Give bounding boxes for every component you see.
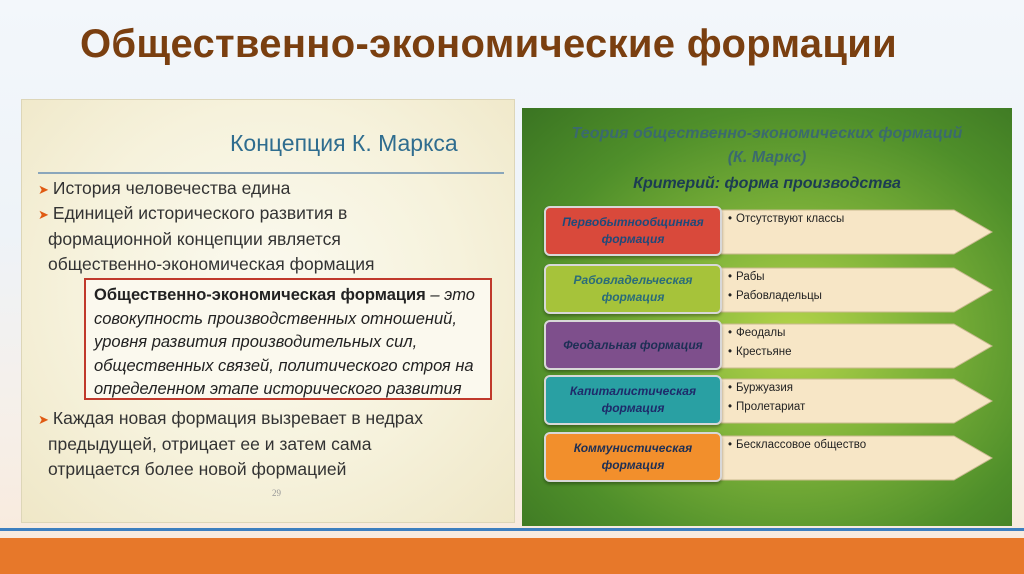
class-item: • Пролетариат bbox=[728, 398, 805, 417]
formation-label: Коммунистическая формация bbox=[544, 432, 722, 482]
bullet-arrow-icon: ➤ bbox=[38, 412, 49, 427]
definition-line: уровня развития производительных сил, bbox=[94, 333, 418, 351]
formation-row bbox=[544, 264, 994, 314]
bullet-arrow-icon: ➤ bbox=[38, 182, 49, 197]
formation-row bbox=[544, 206, 994, 256]
class-item: • Рабовладельцы bbox=[728, 287, 822, 306]
footer-band bbox=[0, 538, 1024, 574]
formation-row bbox=[544, 432, 994, 482]
definition-line: совокупность производственных отношений, bbox=[94, 309, 457, 328]
definition-term: Общественно-экономическая формация bbox=[94, 286, 426, 304]
class-item: • Феодалы bbox=[728, 324, 792, 343]
class-item: • Рабы bbox=[728, 268, 822, 287]
formation-row bbox=[544, 320, 994, 370]
formation-label: Феодальная формация bbox=[544, 320, 722, 370]
theory-title: Теория общественно-экономических формаций bbox=[571, 125, 963, 142]
footer-line bbox=[0, 528, 1024, 531]
formation-label: Первобытнообщинная формация bbox=[544, 206, 722, 256]
bullet-arrow-icon: ➤ bbox=[38, 207, 49, 222]
formation-row bbox=[544, 375, 994, 425]
bullet-new-formation: ➤ Каждая новая формация вызревает в недрах предыдущей, отрицает ее и затем сама отрицается более новой формацией bbox=[38, 408, 423, 479]
formation-classes bbox=[728, 268, 822, 306]
formation-label: Рабовладельческая формация bbox=[544, 264, 722, 314]
definition-line: определенном этапе исторического развития bbox=[94, 380, 462, 398]
formation-classes bbox=[728, 436, 866, 455]
class-item: • Отсутствуют классы bbox=[728, 210, 844, 229]
slide-title: Общественно-экономические формации bbox=[80, 22, 898, 66]
formation-label: Капиталистическая формация bbox=[544, 375, 722, 425]
theory-author: (К. Маркс) bbox=[727, 149, 807, 166]
panel-heading: Концепция К. Маркса bbox=[230, 130, 458, 156]
page-number: 29 bbox=[272, 488, 281, 498]
formation-classes bbox=[728, 210, 844, 229]
marx-concept-panel bbox=[22, 100, 514, 522]
definition-box: Общественно-экономическая формация – это совокупность производственных отношений, уровня развития производительных сил, общественных связей, политического строя на определенном этапе исторического развития bbox=[84, 278, 492, 400]
class-item: • Буржуазия bbox=[728, 379, 805, 398]
bullet-history: ➤ История человечества едина bbox=[38, 178, 291, 198]
definition-line: общественных связей, политического строя на bbox=[94, 356, 474, 375]
class-item: • Крестьяне bbox=[728, 343, 792, 362]
class-item: • Бесклассовое общество bbox=[728, 436, 866, 455]
bullet-unit: ➤ Единицей исторического развития в формационной концепции является общественно-экономическая формация bbox=[38, 203, 375, 274]
heading-divider bbox=[38, 172, 504, 174]
theory-criterion: Критерий: форма производства bbox=[633, 175, 901, 192]
formation-classes bbox=[728, 324, 792, 362]
formations-theory-panel bbox=[522, 108, 1012, 526]
formation-classes bbox=[728, 379, 805, 417]
